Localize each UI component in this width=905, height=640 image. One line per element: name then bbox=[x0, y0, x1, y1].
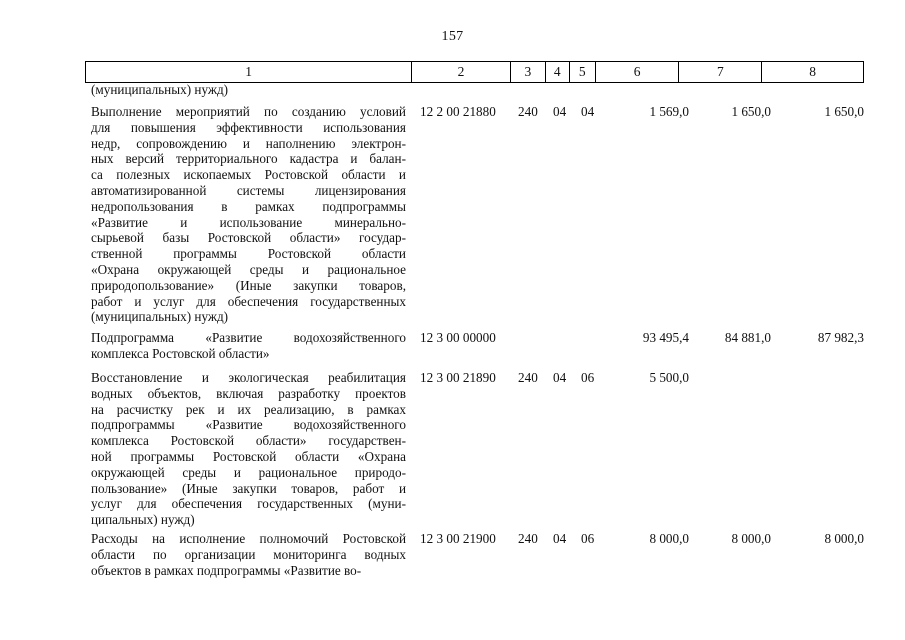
description-line: ных версий территориального кадастра и балан- bbox=[91, 151, 406, 167]
table-header-row bbox=[85, 61, 864, 83]
row-rz: 04 bbox=[553, 104, 567, 119]
row-description bbox=[91, 330, 406, 362]
description-line: подпрограммы «Развитие водохозяйственного bbox=[91, 417, 406, 433]
header-col-7: 7 bbox=[679, 62, 762, 82]
header-col-6: 6 bbox=[596, 62, 680, 82]
header-col-2: 2 bbox=[412, 62, 511, 82]
row-value-col7: 84 881,0 bbox=[724, 330, 771, 345]
description-line: «Развитие и использование минерально- bbox=[91, 214, 406, 230]
header-col-1: 1 bbox=[86, 62, 412, 82]
description-line: ной программы Ростовской области «Охрана bbox=[91, 448, 406, 464]
description-line: автоматизированной системы лицензирования bbox=[91, 182, 406, 198]
description-line: Подпрограмма «Развитие водохозяйственного bbox=[91, 330, 406, 345]
continuation-text: (муниципальных) нужд) bbox=[91, 82, 229, 97]
description-line: комплекса Ростовской области» bbox=[91, 345, 270, 361]
row-description bbox=[91, 531, 406, 578]
description-line: пользование» (Иные закупки товаров, работ и bbox=[91, 480, 406, 496]
row-value-col6: 5 500,0 bbox=[649, 370, 689, 385]
header-col-5: 5 bbox=[570, 62, 596, 82]
description-line: са полезных ископаемых Ростовской области и bbox=[91, 167, 406, 183]
row-description bbox=[91, 370, 406, 528]
row-code: 12 3 00 21900 bbox=[420, 531, 496, 546]
row-value-col8: 87 982,3 bbox=[817, 330, 864, 345]
description-line: водных объектов, включая разработку проектов bbox=[91, 385, 406, 401]
row-vr: 240 bbox=[518, 370, 538, 385]
page-number: 157 bbox=[441, 29, 464, 44]
row-code: 12 3 00 21890 bbox=[420, 370, 496, 385]
description-line: «Охрана окружающей среды и рациональное bbox=[91, 261, 406, 277]
description-line: недр, сопровождению и наполнению электрон- bbox=[91, 135, 406, 151]
description-line: Расходы на исполнение полномочий Ростовской bbox=[91, 531, 406, 546]
description-line: окружающей среды и рациональное природо- bbox=[91, 464, 406, 480]
row-value-col8: 8 000,0 bbox=[824, 531, 864, 546]
row-description bbox=[91, 104, 406, 325]
row-value-col6: 93 495,4 bbox=[642, 330, 689, 345]
row-value-col8: 1 650,0 bbox=[824, 104, 864, 119]
description-line: сырьевой базы Ростовской области» государ- bbox=[91, 230, 406, 246]
description-line: ципальных) нужд) bbox=[91, 512, 195, 528]
header-col-4: 4 bbox=[546, 62, 570, 82]
row-value-col7: 8 000,0 bbox=[731, 531, 771, 546]
description-line: комплекса Ростовской области» государствен- bbox=[91, 433, 406, 449]
description-line: Восстановление и экологическая реабилитация bbox=[91, 370, 406, 385]
description-line: (муниципальных) нужд) bbox=[91, 309, 229, 325]
row-vr: 240 bbox=[518, 531, 538, 546]
row-rz: 04 bbox=[553, 531, 567, 546]
row-value-col6: 8 000,0 bbox=[649, 531, 689, 546]
description-line: для повышения эффективности использования bbox=[91, 119, 406, 135]
row-code: 12 2 00 21880 bbox=[420, 104, 496, 119]
row-rz: 04 bbox=[553, 370, 567, 385]
row-vr: 240 bbox=[518, 104, 538, 119]
header-col-3: 3 bbox=[511, 62, 546, 82]
description-line: услуг для обеспечения государственных (муни- bbox=[91, 496, 406, 512]
header-col-8: 8 bbox=[809, 64, 816, 79]
description-line: на расчистку рек и их реализацию, в рамках bbox=[91, 401, 406, 417]
description-line: Выполнение мероприятий по созданию условий bbox=[91, 104, 406, 119]
description-line: ственной программы Ростовской области bbox=[91, 246, 406, 262]
description-line: недропользования в рамках подпрограммы bbox=[91, 198, 406, 214]
row-value-col7: 1 650,0 bbox=[731, 104, 771, 119]
description-line: объектов в рамках подпрограммы «Развитие во- bbox=[91, 562, 362, 578]
row-code: 12 3 00 00000 bbox=[420, 330, 496, 345]
row-value-col6: 1 569,0 bbox=[649, 104, 689, 119]
row-pr: 04 bbox=[581, 104, 595, 119]
description-line: области по организации мониторинга водных bbox=[91, 546, 406, 562]
description-line: природопользование» (Иные закупки товаров, bbox=[91, 277, 406, 293]
row-pr: 06 bbox=[581, 531, 595, 546]
row-pr: 06 bbox=[581, 370, 595, 385]
description-line: работ и услуг для обеспечения государственных bbox=[91, 293, 406, 309]
